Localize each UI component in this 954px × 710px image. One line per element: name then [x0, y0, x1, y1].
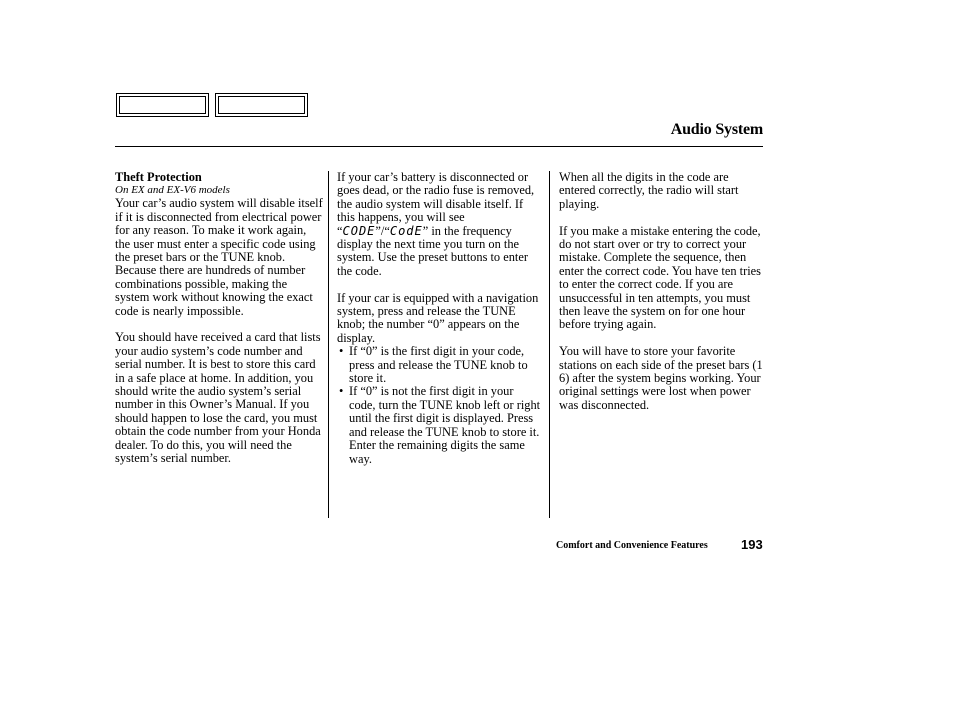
index-tab-box-2 — [215, 93, 308, 117]
column-divider — [328, 171, 329, 518]
bullet-list — [337, 345, 542, 466]
models-subheading: On EX and EX-V6 models — [115, 184, 230, 197]
paragraph — [337, 171, 542, 278]
column-3 — [559, 170, 782, 426]
lcd-code-display: CodE — [389, 223, 423, 238]
lcd-code-display: CODE — [342, 223, 376, 238]
title-rule — [115, 146, 763, 147]
page-number: 193 — [741, 537, 763, 552]
list-item: • If “0” is the first digit in your code, press and release the TUNE knob to store it. — [337, 345, 542, 385]
paragraph: If you make a mistake entering the code, do not start over or try to correct your mistake. Complete the sequence, then enter the correct code. You have ten tries to enter the correct code. If you are unsuccessful in ten attempts, you must then leave the system on for one hour before trying again. — [559, 223, 761, 332]
paragraph: Your car’s audio system will disable itself if it is disconnected from electrical power for any reason. To make it work again, the user must enter a specific code using the preset bars or the TUNE knob. Because there are hundreds of number combinations possible, making the system work without knowing the exact code is nearly impossible. — [115, 196, 323, 318]
section-title: Audio System — [670, 121, 763, 138]
text-segment: ”/“ — [375, 223, 390, 238]
paragraph: You should have received a card that lists your audio system’s code number and serial number. It is best to store this card in a safe place at home. In addition, you should write the audio system’s serial number in this Owner’s Manual. If you should happen to lose the card, you must obtain the code number from your Honda dealer. To do this, you will need the system’s serial number. — [115, 330, 321, 466]
paragraph: If your car is equipped with a navigation system, press and release the TUNE knob; the number “0” appears on the display. — [337, 290, 539, 345]
footer-section-name: Comfort and Convenience Features — [556, 540, 708, 551]
text-segment: If your car’s battery is disconnected or goes dead, or the radio fuse is removed, the audio system will disable itself. If this happens, you will see “ — [337, 170, 535, 238]
text-segment: ” in the frequency display the next time you turn on the system. Use the preset buttons to enter the code. — [337, 223, 528, 278]
index-tab-box-1 — [116, 93, 209, 117]
column-divider — [549, 171, 550, 518]
paragraph: When all the digits in the code are entered correctly, the radio will start playing. — [559, 170, 739, 211]
list-item: • If “0” is not the first digit in your code, turn the TUNE knob left or right until the first digit is displayed. Press and release the TUNE knob to store it. Enter the remaining digits the same way. — [337, 385, 542, 465]
paragraph: You will have to store your favorite stations on each side of the preset bars (1 6) after the system begins working. Your original settings were lost when power was disconnected. — [559, 344, 782, 412]
theft-protection-heading: Theft Protection — [115, 170, 202, 184]
column-2 — [337, 171, 542, 466]
column-1 — [115, 171, 323, 479]
